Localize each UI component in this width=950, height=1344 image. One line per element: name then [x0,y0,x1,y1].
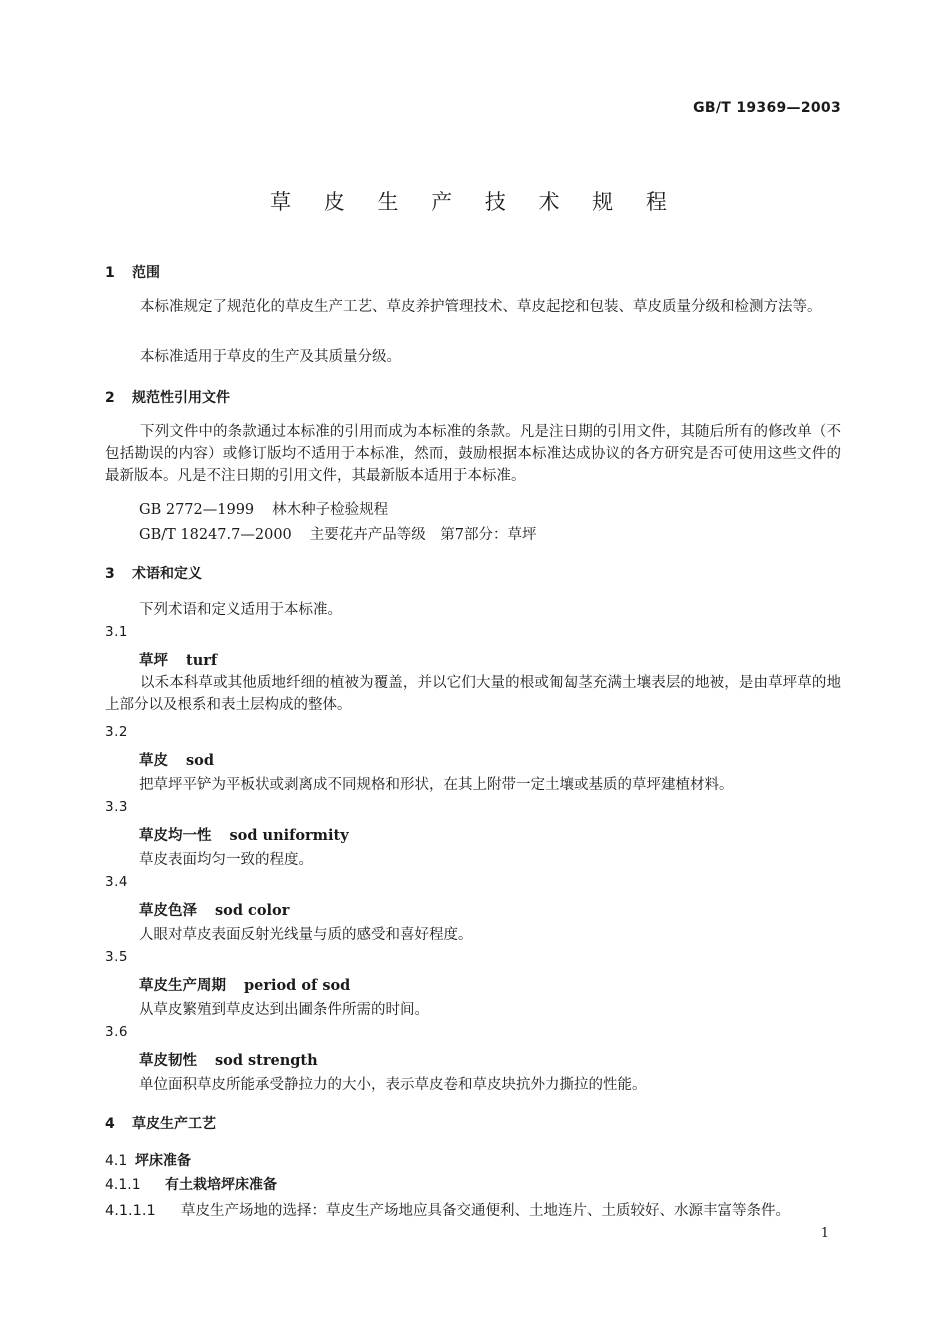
clause-4-1-1-1 [105,1199,790,1220]
term-number: 3.2 [105,724,128,740]
section-number: 3 [105,566,115,582]
term-chinese: 草皮韧性 [139,1053,197,1069]
term-definition: 人眼对草皮表面反射光线量与质的感受和喜好程度。 [139,927,473,943]
section-number: 4 [105,1116,115,1132]
term-definition: 把草坪平铲为平板状或剥离成不同规格和形状，在其上附带一定土壤或基质的草坪建植材料。 [139,777,734,793]
reference-item [139,498,388,519]
term-heading [139,899,289,920]
paragraph: 本标准适用于草皮的生产及其质量分级。 [140,349,401,365]
paragraph: 本标准规定了规范化的草皮生产工艺、草皮养护管理技术、草皮起挖和包装、草皮质量分级和检测方法等。 [140,299,822,315]
subsection-4-1-1-heading [105,1174,277,1194]
term-number: 3.4 [105,874,128,890]
section-title: 范围 [132,265,160,281]
standard-number: GB/T 19369—2003 [693,100,841,116]
term-chinese: 草坪 [139,653,168,669]
subsection-4-1-heading [105,1150,191,1170]
reference-item [139,523,537,544]
term-english: turf [186,652,218,669]
subsection-title: 有土栽培坪床准备 [165,1177,277,1193]
paragraph: 下列文件中的条款通过本标准的引用而成为本标准的条款。凡是注日期的引用文件，其随后所有的修改单（不包括勘误的内容）或修订版均不适用于本标准，然而，鼓励根据本标准达成协议的各方研究是否可使用这些文件的最新版本。凡是不注日期的引用文件，其最新版本适用于本标准。 [105,424,841,484]
section-title: 术语和定义 [132,566,202,582]
term-heading [139,749,214,770]
section-4-heading [105,1113,216,1133]
subsection-title: 坪床准备 [135,1153,191,1169]
term-english: sod strength [215,1052,318,1069]
term-number: 3.6 [105,1024,128,1040]
term-chinese: 草皮色泽 [139,903,197,919]
paragraph: 下列术语和定义适用于本标准。 [139,602,342,618]
term-number: 3.5 [105,949,128,965]
term-chinese: 草皮生产周期 [139,978,226,994]
term-heading [139,1049,318,1070]
term-number: 3.3 [105,799,128,815]
section-2-heading [105,387,230,407]
term-definition: 单位面积草皮所能承受静拉力的大小，表示草皮卷和草皮块抗外力撕拉的性能。 [139,1077,647,1093]
section-title: 规范性引用文件 [132,390,230,406]
subsection-number: 4.1.1 [105,1177,141,1193]
term-chinese: 草皮均一性 [139,828,212,844]
term-definition: 以禾本科草或其他质地纤细的植被为覆盖，并以它们大量的根或匍匐茎充满土壤表层的地被，是由草坪草的地上部分以及根系和表土层构成的整体。 [105,675,841,713]
clause-number: 4.1.1.1 [105,1203,156,1219]
term-heading [139,824,349,845]
reference-title: 林木种子检验规程 [272,502,389,518]
term-english: sod color [215,902,290,919]
section-number: 2 [105,390,115,406]
reference-code: GB/T 18247.7—2000 [139,527,292,543]
section-1-heading [105,262,160,282]
term-chinese: 草皮 [139,753,168,769]
term-definition: 从草皮繁殖到草皮达到出圃条件所需的时间。 [139,1002,429,1018]
subsection-number: 4.1 [105,1153,128,1169]
section-3-heading [105,563,202,583]
term-heading [139,649,217,670]
reference-code: GB 2772—1999 [139,502,255,518]
section-title: 草皮生产工艺 [132,1116,216,1132]
term-definition: 草皮表面均匀一致的程度。 [139,852,313,868]
reference-title: 主要花卉产品等级 第7部分：草坪 [309,527,537,543]
term-english: sod uniformity [229,827,349,844]
term-english: period of sod [244,977,351,994]
clause-text: 草皮生产场地的选择：草皮生产场地应具备交通便利、土地连片、土质较好、水源丰富等条件。 [181,1203,790,1219]
term-english: sod [186,752,214,769]
page-number: 1 [820,1226,829,1241]
term-heading [139,974,350,995]
document-title: 草 皮 生 产 技 术 规 程 [270,190,680,214]
term-number: 3.1 [105,624,128,640]
section-number: 1 [105,265,115,281]
